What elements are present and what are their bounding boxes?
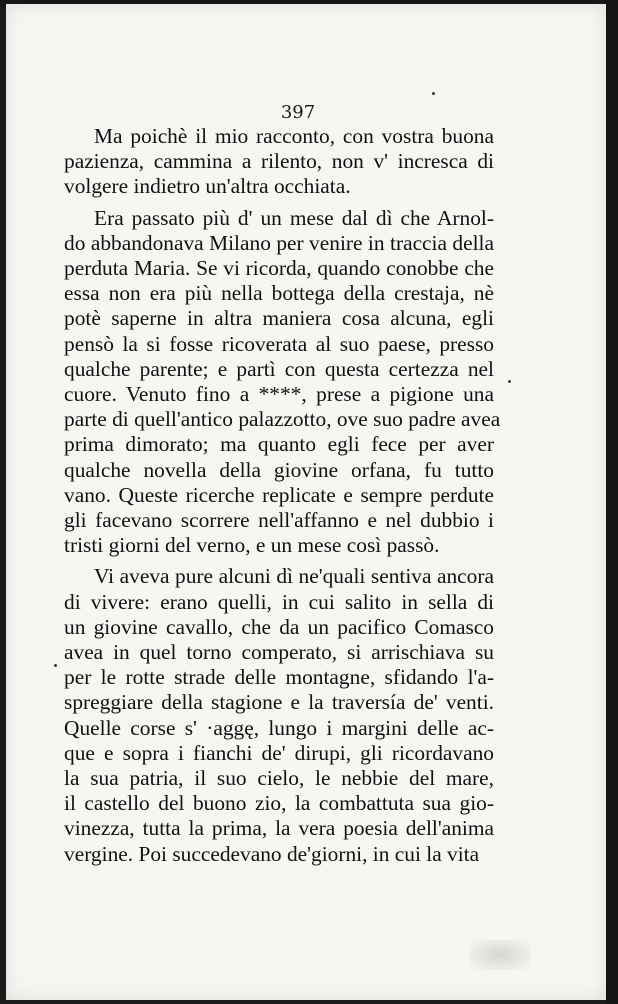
text-line: do abbandonava Milano per venire in traccia della: [64, 230, 494, 255]
text-line: pensò la si fosse ricoverata al suo paese, presso: [64, 331, 494, 356]
paragraph-1: [64, 124, 494, 200]
text-line: la sua patria, il suo cielo, le nebbie del mare,: [64, 766, 494, 791]
text-line: Ma poichè il mio racconto, con vostra buona: [94, 124, 494, 148]
text-line: pazienza, cammina a rilento, non v' increscа di: [64, 149, 494, 174]
text-line: potè saperne in altra maniera cosa alcuna, egli: [64, 306, 494, 331]
text-line: gli facevano scorrere nell'affanno e nel dubbio i: [64, 508, 494, 533]
text-line: qualche novella della giovine orfana, fu tutto: [64, 457, 494, 482]
text-line: per le rotte strade delle montagne, sfidando l'a-: [64, 665, 494, 690]
paragraph-2: [64, 205, 501, 559]
text-line: Vi aveva pure alcuni dì ne'quali sentiva ancora: [94, 564, 494, 589]
paper-smudge: [470, 940, 530, 970]
text-line: vinezza, tutta la prima, la vera poesia dell'anima: [64, 816, 494, 841]
text-line: essa non era più nella bottega della crestaja, nè: [64, 281, 494, 306]
text-line: prima dimorato; ma quanto egli fece per aver: [64, 432, 494, 457]
text-line: il castello del buono zio, la combattuta sua gio-: [64, 791, 494, 816]
text-line: spreggiare della stagione e la traversía de' venti.: [64, 690, 494, 715]
ink-speck: [432, 92, 435, 95]
body-text: [64, 124, 501, 867]
text-line: parte di quell'antico palazzotto, ove suo padre avea: [64, 407, 501, 432]
text-line: volgere indietro un'altra occhiata.: [64, 174, 351, 199]
text-line: cuore. Venuto fino a ****, prese a pigione una: [64, 382, 494, 407]
text-line: un giovine cavallo, che da un pacifico Comasco: [64, 614, 494, 639]
scan-right-border: [606, 0, 618, 1004]
text-line: perduta Maria. Se vi ricorda, quando conobbe che: [64, 256, 494, 281]
text-line: di vivere: erano quelli, in cui salito in sella di: [64, 589, 494, 614]
text-line: tristi giorni del verno, e un mese così passò.: [64, 533, 440, 558]
ink-speck: [508, 380, 511, 383]
text-line: que e sopra i fianchi de' dirupi, gli ricordavano: [64, 740, 494, 765]
text-line: Quelle corse s' ·aggę, lungo i margini delle ac-: [64, 715, 494, 740]
ink-speck: [54, 664, 57, 667]
paragraph-3: [64, 564, 494, 866]
text-line: vergine. Poi succedevano de'giorni, in cui la vita: [64, 841, 480, 866]
text-line: Era passato più d' un mese dal dì che Arnol-: [94, 205, 494, 230]
text-line: avea in quel torno comperato, si arrischiava su: [64, 640, 494, 665]
text-line: vano. Queste ricerche replicate e sempre perdute: [64, 482, 494, 507]
page-number: 397: [280, 102, 316, 123]
text-line: qualche parente; e partì con questa certezza nel: [64, 356, 494, 381]
